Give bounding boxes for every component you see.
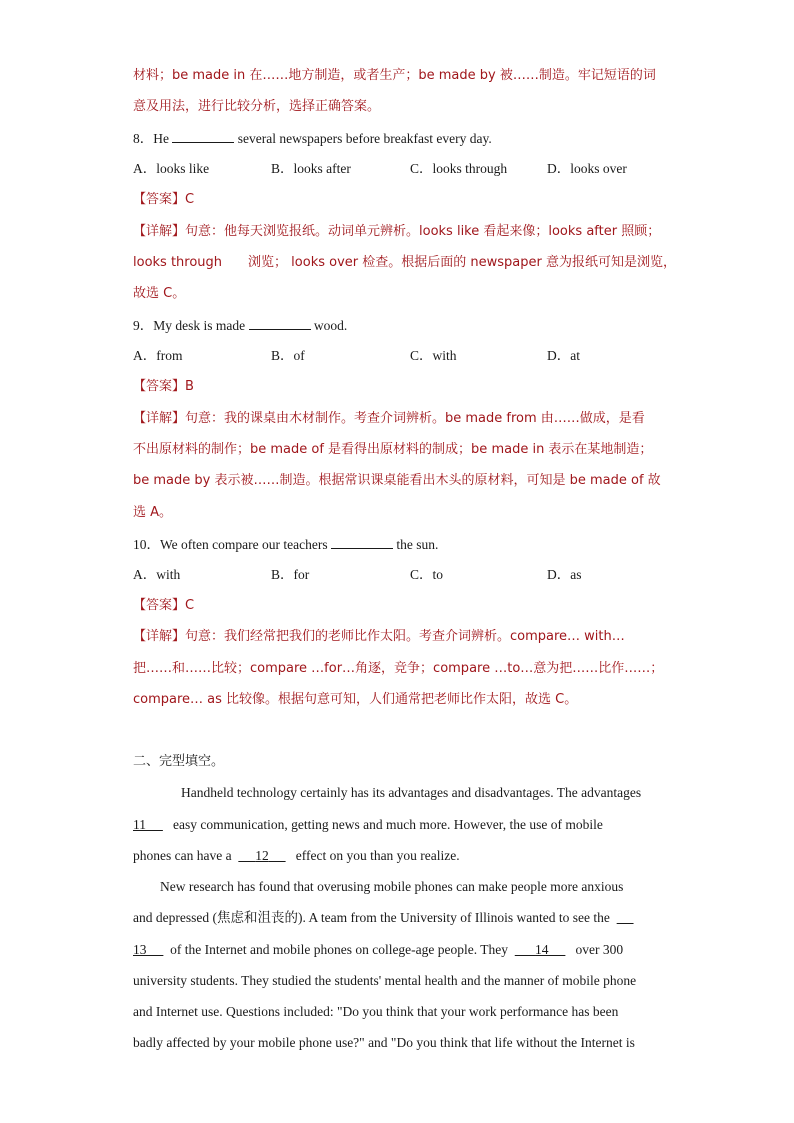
passage-line: New research has found that overusing mobile phones can make people more anxious xyxy=(160,879,624,894)
passage-line: university students. They studied the students' mental health and the manner of mobile phone xyxy=(133,973,637,988)
option-a: A．from xyxy=(133,348,183,363)
explanation-line: be made by 表示被……制造。根据常识课桌能看出木头的原材料，可知是 be made of 故 xyxy=(133,473,661,488)
option-b: B．looks after xyxy=(271,161,351,176)
question-number: 10． xyxy=(133,537,160,552)
question-10-stem: 10．We often compare our teachers the sun. xyxy=(133,534,438,555)
passage-line: and Internet use. Questions included: "Do you think that your work performance has been xyxy=(133,1004,619,1019)
passage-line: 11 easy communication, getting news and much more. However, the use of mobile xyxy=(133,817,603,832)
answer-blank xyxy=(249,315,311,330)
option-d: D．at xyxy=(547,348,580,363)
question-8-stem: 8．He several newspapers before breakfast every day. xyxy=(133,128,492,149)
question-9-stem: 9．My desk is made wood. xyxy=(133,315,347,336)
option-b: B．of xyxy=(271,348,305,363)
cloze-blank-11: 11 xyxy=(133,817,146,832)
explanation-line: 故选 C。 xyxy=(133,286,186,301)
explanation-line: 【详解】句意：他每天浏览报纸。动词单元辨析。looks like 看起来像；looks after 照顾； xyxy=(133,224,661,239)
option-c: C．with xyxy=(410,348,457,363)
passage-line: and depressed (焦虑和沮丧的). A team from the University of Illinois wanted to see the xyxy=(133,910,610,925)
explanation-line: 选 A。 xyxy=(133,505,173,520)
passage-line: badly affected by your mobile phone use?" and "Do you think that life without the Internet is xyxy=(133,1035,635,1050)
answer-blank xyxy=(331,534,393,549)
passage-line: 13 of the Internet and mobile phones on college-age people. They 14 over 300 xyxy=(133,942,624,957)
answer-label: 【答案】B xyxy=(133,379,194,394)
explanation-line: 【详解】句意：我的课桌由木材制作。考查介词辨析。be made from 由……做成，是看 xyxy=(133,411,645,426)
explanation-line: looks through 浏览； looks over 检查。根据后面的 newspaper 意为报纸可知是浏览， xyxy=(133,255,676,270)
question-number: 8． xyxy=(133,131,154,146)
passage-line: Handheld technology certainly has its advantages and disadvantages. The advantages xyxy=(181,785,642,800)
answer-blank xyxy=(172,128,234,143)
cloze-blank-13: 13 xyxy=(133,942,147,957)
answer-label: 【答案】C xyxy=(133,192,195,207)
option-a: A．with xyxy=(133,567,181,582)
explanation-line: 意及用法，进行比较分析，选择正确答案。 xyxy=(133,99,381,114)
explanation-line: 不出原材料的制作；be made of 是看得出原材料的制成；be made in 表示在某地制造； xyxy=(133,442,653,457)
option-b: B．for xyxy=(271,567,310,582)
explanation-line: compare… as 比较像。根据句意可知，人们通常把老师比作太阳，故选 C。 xyxy=(133,692,578,707)
section-heading: 二、完型填空。 xyxy=(133,754,225,769)
option-c: C．looks through xyxy=(410,161,508,176)
explanation-line: 把……和……比较；compare …for…角逐，竞争；compare …to…意为把……比作……； xyxy=(133,661,664,676)
cloze-blank-14: 14 xyxy=(535,942,549,957)
passage-line: phones can have a 12 effect on you than you realize. xyxy=(133,848,460,863)
option-d: D．looks over xyxy=(547,161,627,176)
explanation-line: 材料；be made in 在……地方制造，或者生产；be made by 被……制造。牢记短语的词 xyxy=(133,68,656,83)
option-a: A．looks like xyxy=(133,161,210,176)
cloze-blank-12: 12 xyxy=(255,848,269,863)
option-c: C．to xyxy=(410,567,444,582)
explanation-line: 【详解】句意：我们经常把我们的老师比作太阳。考查介词辨析。compare… with… xyxy=(133,629,625,644)
answer-label: 【答案】C xyxy=(133,598,195,613)
question-number: 9． xyxy=(133,318,154,333)
option-d: D．as xyxy=(547,567,582,582)
